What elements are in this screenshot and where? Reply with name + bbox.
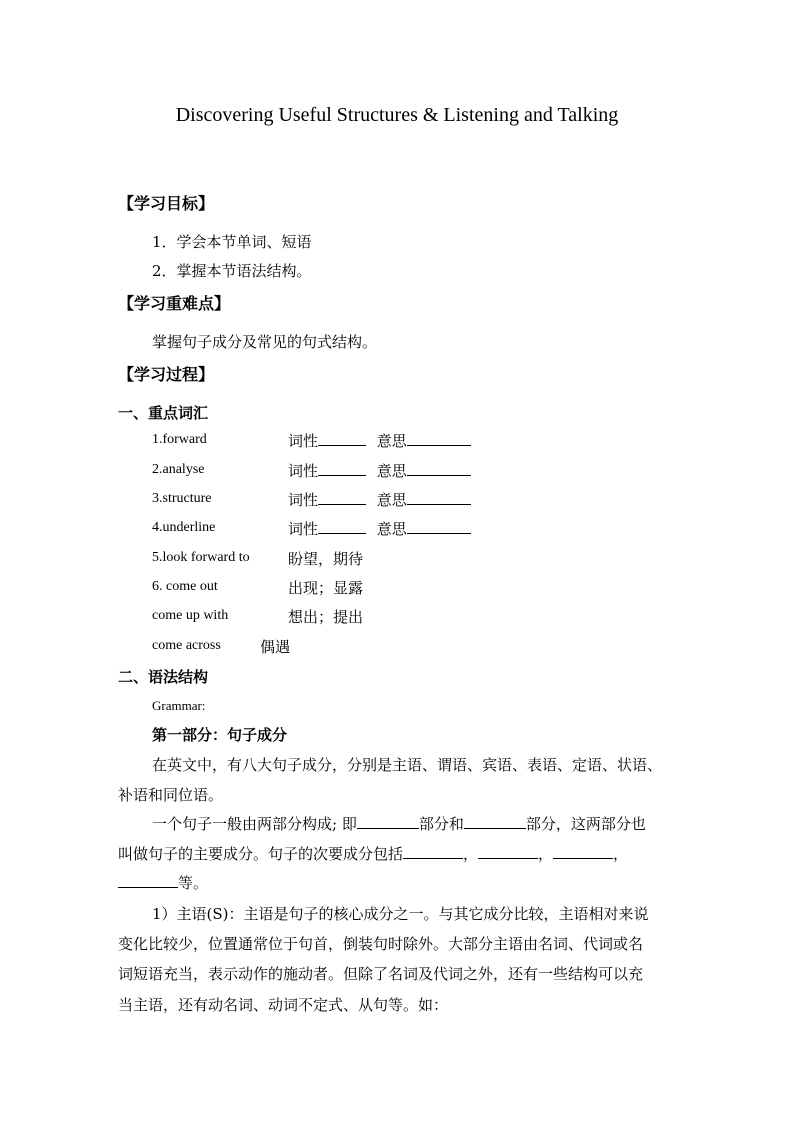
pos-blank[interactable] bbox=[318, 519, 366, 534]
meaning-label: 意思 bbox=[376, 462, 407, 480]
section-heading-objectives: 【学习目标】 bbox=[118, 194, 215, 213]
phrase-en: come across bbox=[152, 638, 221, 653]
phrase-cn: 偶遇 bbox=[260, 638, 291, 656]
vocab-heading: 一、重点词汇 bbox=[118, 404, 209, 422]
paragraph-line: 在英文中，有八大句子成分，分别是主语、谓语、宾语、表语、定语、状语、 bbox=[152, 756, 663, 774]
vocab-fill-row bbox=[288, 489, 471, 510]
phrase-cn: 出现；显露 bbox=[288, 579, 364, 597]
phrase-en: 5.look forward to bbox=[152, 550, 250, 565]
key-points-text: 掌握句子成分及常见的句式结构。 bbox=[152, 333, 378, 351]
phrase-en: 6. come out bbox=[152, 579, 218, 594]
paragraph-line: 补语和同位语。 bbox=[118, 786, 224, 804]
vocab-word: 1.forward bbox=[152, 432, 207, 447]
fill-blank[interactable] bbox=[357, 814, 419, 829]
phrase-en: come up with bbox=[152, 608, 229, 623]
meaning-blank[interactable] bbox=[407, 490, 471, 505]
grammar-heading: 二、语法结构 bbox=[118, 668, 209, 686]
phrase-cn: 盼望，期待 bbox=[288, 550, 364, 568]
fill-blank[interactable] bbox=[403, 844, 463, 859]
pos-blank[interactable] bbox=[318, 490, 366, 505]
vocab-word: 2.analyse bbox=[152, 462, 205, 477]
vocab-fill-row bbox=[288, 518, 471, 539]
paragraph-line: 词短语充当，表示动作的施动者。但除了名词及代词之外，还有一些结构可以充 bbox=[118, 965, 644, 983]
meaning-blank[interactable] bbox=[407, 431, 471, 446]
meaning-label: 意思 bbox=[376, 520, 407, 538]
objective-item-2: 2．掌握本节语法结构。 bbox=[152, 262, 312, 280]
vocab-word: 4.underline bbox=[152, 520, 216, 535]
paragraph-line-with-blanks: 叫做句子的主要成分。句子的次要成分包括 ， ， ， bbox=[118, 845, 629, 863]
document-title: Discovering Useful Structures & Listening and Talking bbox=[175, 104, 619, 126]
meaning-label: 意思 bbox=[376, 491, 407, 509]
pos-label: 词性 bbox=[288, 432, 319, 450]
grammar-label: Grammar: bbox=[152, 698, 206, 713]
paragraph-line-with-blanks: 等。 bbox=[118, 872, 208, 893]
section-heading-key-points: 【学习重难点】 bbox=[118, 294, 231, 313]
objective-item-1: 1．学会本节单词、短语 bbox=[152, 233, 312, 251]
fill-blank[interactable] bbox=[464, 814, 526, 829]
paragraph-line: 变化比较少，位置通常位于句首，倒装句时除外。大部分主语由名词、代词或名 bbox=[118, 935, 644, 953]
meaning-label: 意思 bbox=[376, 432, 407, 450]
fill-blank[interactable] bbox=[478, 844, 538, 859]
paragraph-line: 当主语，还有动名词、动词不定式、从句等。如： bbox=[118, 996, 449, 1014]
paragraph-line-with-blanks: 一个句子一般由两部分构成; 即 部分和 部分，这两部分也 bbox=[152, 815, 646, 833]
meaning-blank[interactable] bbox=[407, 461, 471, 476]
fill-blank[interactable] bbox=[118, 873, 178, 888]
vocab-word: 3.structure bbox=[152, 491, 212, 506]
pos-blank[interactable] bbox=[318, 461, 366, 476]
fill-blank[interactable] bbox=[553, 844, 613, 859]
pos-label: 词性 bbox=[288, 520, 319, 538]
pos-label: 词性 bbox=[288, 491, 319, 509]
paragraph-line: 1）主语(S)：主语是句子的核心成分之一。与其它成分比较，主语相对来说 bbox=[152, 905, 649, 923]
meaning-blank[interactable] bbox=[407, 519, 471, 534]
pos-label: 词性 bbox=[288, 462, 319, 480]
vocab-fill-row bbox=[288, 460, 471, 481]
pos-blank[interactable] bbox=[318, 431, 366, 446]
section-heading-process: 【学习过程】 bbox=[118, 365, 215, 384]
vocab-fill-row bbox=[288, 430, 471, 451]
part1-heading: 第一部分：句子成分 bbox=[152, 726, 288, 744]
phrase-cn: 想出；提出 bbox=[288, 608, 364, 626]
